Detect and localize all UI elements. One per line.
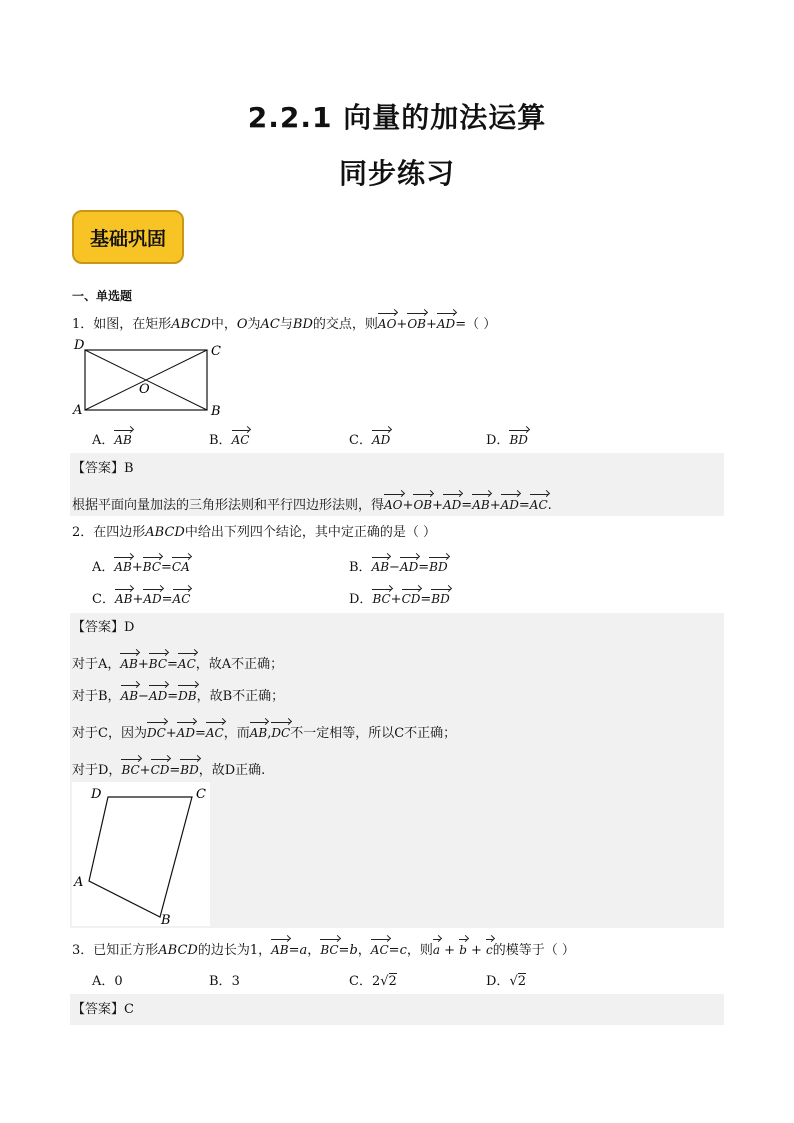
vector: AD (143, 588, 161, 606)
operator: + (489, 498, 501, 513)
explain-text: 对于B， (72, 689, 121, 704)
vector: BC (149, 652, 167, 672)
vector: BC (320, 938, 338, 958)
q2-stem-text: 2．在四边形 (72, 525, 146, 540)
option-value: 0 (114, 974, 123, 989)
option-letter: D． (486, 433, 510, 448)
explain-text: ，故B不正确； (196, 689, 285, 704)
equals: = (338, 943, 350, 958)
q3-answer: 【答案】C (72, 1002, 134, 1017)
plus-sign: + (425, 317, 437, 332)
equals: = (167, 689, 179, 704)
comma: ， (357, 943, 371, 958)
operator: + (390, 592, 402, 607)
page-title: 2.2.1 向量的加法运算 (247, 101, 547, 134)
q2-explain-a (72, 652, 283, 673)
vector: BC (143, 556, 161, 574)
q2-stem-abcd: ABCD (145, 525, 185, 540)
label-b: B (211, 404, 221, 419)
operator: − (389, 560, 400, 575)
vector: AD (149, 684, 167, 704)
vector: CD (402, 588, 421, 606)
vector-ad: AD (437, 312, 455, 332)
equals: = (167, 657, 178, 672)
q3-stem-text2: 的边长为 (197, 943, 250, 958)
equals: = (418, 560, 430, 575)
vector: AB (271, 938, 288, 958)
q1-stem-ac: AC (260, 317, 280, 332)
explain-text: 对于D， (72, 763, 122, 778)
vector: AB (114, 556, 131, 574)
var-b: b (349, 943, 358, 958)
q2-explain-c (72, 721, 456, 742)
label-d: D (91, 787, 102, 802)
sqrt-icon: √ (509, 974, 518, 989)
operator: + (131, 560, 143, 575)
operator: − (138, 689, 149, 704)
q2-option-a[interactable] (92, 556, 190, 575)
label-a: A (74, 875, 84, 890)
option-coefficient: 2 (371, 974, 381, 989)
q1-stem-text2: 中， (210, 317, 237, 332)
vector: AC (371, 938, 389, 958)
section-badge: 基础巩固 (72, 210, 184, 264)
option-vector: BD (509, 429, 527, 447)
q2-explain-b (72, 684, 284, 705)
page-subtitle: 同步练习 (338, 157, 455, 190)
var-a: a (299, 943, 308, 958)
q1-stem-abcd: ABCD (171, 317, 211, 332)
vector: AO (384, 493, 403, 513)
q2-stem-rest: 中给出下列四个结论，其中定正确的是（ ） (184, 525, 436, 540)
equals: = (420, 592, 432, 607)
q3-stem-abcd: ABCD (158, 943, 198, 958)
q3-stem-one: 1， (249, 943, 272, 958)
q2-explain-d (72, 758, 265, 779)
vector: BD (431, 588, 449, 606)
q3-stem-text3: ，则 (406, 943, 433, 958)
operator: + (132, 592, 144, 607)
vector-ob: OB (407, 312, 426, 332)
vector: AB (372, 556, 389, 574)
option-letter: C． (349, 433, 372, 448)
q1-stem-text3: 为 (247, 317, 261, 332)
vector: OB (413, 493, 432, 513)
option-letter: C． (349, 974, 372, 989)
vector: BD (429, 556, 447, 574)
explain-text: 对于A， (72, 657, 121, 672)
option-letter: C． (92, 592, 115, 607)
label-b: B (161, 913, 171, 926)
explain-text: 根据平面向量加法的三角形法则和平行四边形法则，得 (72, 498, 385, 513)
q1-option-b[interactable] (209, 429, 249, 448)
operator: + (432, 498, 443, 513)
q1-stem-text: 1．如图，在矩形 (72, 317, 172, 332)
operator: + (137, 657, 149, 672)
option-radicand: 2 (517, 974, 527, 989)
q1-stem-o: O (236, 317, 248, 332)
q3-answer-panel (70, 994, 724, 1025)
vector: DC (147, 721, 166, 741)
vector: CA (172, 556, 190, 574)
q2-option-d[interactable] (349, 588, 450, 607)
operator: + (402, 498, 414, 513)
vector: AD (177, 721, 195, 741)
section-heading: 一、单选题 (72, 289, 133, 303)
label-c: C (196, 787, 206, 802)
question-2-stem (72, 525, 436, 541)
q2-quadrilateral-figure (72, 782, 210, 926)
figure-background (72, 782, 210, 926)
vector: AC (173, 588, 191, 606)
q3-option-a[interactable] (92, 970, 123, 989)
q3-stem-text: 3．已知正方形 (72, 943, 159, 958)
vector: BC (372, 588, 390, 606)
label-o: O (139, 382, 150, 397)
vector-ao: AO (378, 312, 397, 332)
q1-stem-end: =（ ） (455, 317, 497, 332)
equals: = (388, 943, 400, 958)
label-a: A (73, 403, 83, 418)
explain-text: 不一定相等，所以C不正确； (290, 726, 457, 741)
vector: AB (250, 721, 267, 741)
q1-rectangle-figure (70, 338, 230, 420)
vector: CD (151, 758, 170, 778)
q1-explanation (72, 493, 552, 514)
vector-b: b (459, 938, 467, 958)
option-value: 3 (231, 974, 240, 989)
vector: DB (178, 684, 196, 704)
option-vector: AD (372, 429, 390, 447)
equals: = (169, 763, 181, 778)
q3-option-c[interactable] (349, 970, 397, 989)
q1-stem-text4: 与 (279, 317, 293, 332)
q1-option-c[interactable] (349, 429, 390, 448)
equals: = (461, 498, 473, 513)
equals: = (518, 498, 530, 513)
comma: ， (307, 943, 321, 958)
vector-a: a (433, 938, 440, 958)
q1-stem-bd: BD (292, 317, 313, 332)
option-letter: A． (92, 974, 115, 989)
label-d: D (74, 338, 85, 353)
option-letter: A． (92, 433, 115, 448)
explain-text: ，而 (223, 726, 250, 741)
explain-text: ，故D正确. (198, 763, 266, 778)
operator: + (139, 763, 151, 778)
period: . (547, 498, 552, 513)
question-3-stem (72, 938, 575, 959)
question-1-stem (72, 312, 496, 333)
vector: AB (121, 684, 138, 704)
vector: AD (400, 556, 418, 574)
q3-stem-end: 的模等于（ ） (492, 943, 575, 958)
equals: = (161, 560, 172, 575)
q1-stem-text5: 的交点，则 (312, 317, 378, 332)
option-letter: A． (92, 560, 115, 575)
sqrt-icon: √ (380, 974, 389, 989)
comma: , (267, 726, 272, 741)
plus-sign: + (440, 943, 460, 958)
option-vector: AC (232, 429, 250, 447)
q2-answer: 【答案】D (72, 620, 135, 635)
q3-option-d[interactable] (486, 970, 526, 989)
option-letter: B． (209, 433, 232, 448)
equals: = (194, 726, 206, 741)
vector: BD (180, 758, 198, 778)
vector: AB (472, 493, 489, 513)
vector: AD (501, 493, 519, 513)
q1-option-a[interactable] (92, 429, 132, 448)
vector: AC (178, 652, 196, 672)
q2-option-c[interactable] (92, 588, 190, 607)
plus-sign: + (466, 943, 487, 958)
option-letter: B． (349, 560, 372, 575)
equals: = (161, 592, 173, 607)
q1-answer: 【答案】B (72, 461, 134, 476)
vector: AB (115, 588, 132, 606)
var-c: c (399, 943, 407, 958)
plus-sign: + (396, 317, 408, 332)
q1-option-d[interactable] (486, 429, 528, 448)
operator: + (165, 726, 177, 741)
q2-option-b[interactable] (349, 556, 448, 575)
explain-text: ，故A不正确； (195, 657, 284, 672)
vector: BC (121, 758, 139, 778)
vector: DC (271, 721, 290, 741)
explain-text: 对于C，因为 (72, 726, 147, 741)
vector: AD (443, 493, 461, 513)
option-radicand: 2 (388, 974, 397, 989)
option-letter: D． (486, 974, 510, 989)
vector: AB (120, 652, 137, 672)
q3-option-b[interactable] (209, 970, 240, 989)
option-letter: B． (209, 974, 232, 989)
vector: AC (206, 721, 224, 741)
option-letter: D． (349, 592, 373, 607)
vector: AC (530, 493, 548, 513)
label-c: C (211, 344, 221, 359)
vector-c: c (486, 938, 493, 958)
equals: = (288, 943, 300, 958)
option-vector: AB (114, 429, 131, 447)
